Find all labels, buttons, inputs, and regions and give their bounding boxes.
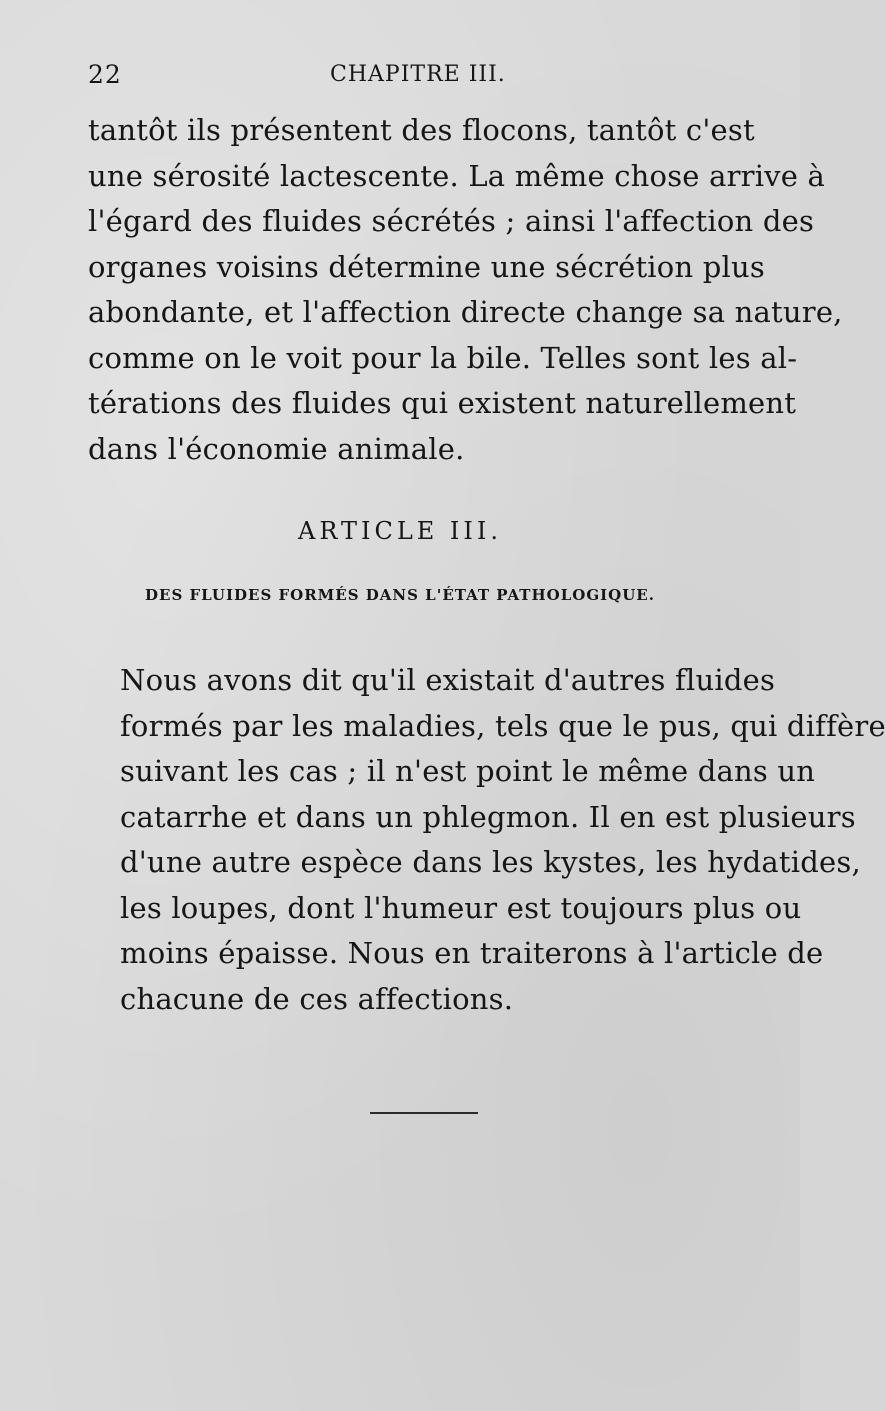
text-line: térations des fluides qui existent naturellement	[88, 386, 797, 420]
text-line: formés par les maladies, tels que le pus, qui diffère	[120, 708, 886, 743]
text-line: une sérosité lactescente. La même chose arrive à	[88, 158, 826, 193]
text-line: tantôt ils présentent des flocons, tantôt c'est	[88, 113, 755, 147]
text-line: catarrhe et dans un phlegmon. Il en est plusieurs	[120, 799, 856, 834]
text-line: dans l'économie animale.	[88, 431, 465, 466]
text-line: d'une autre espèce dans les kystes, les hydatides,	[120, 845, 861, 879]
section-divider	[370, 1112, 478, 1114]
article-heading: ARTICLE III.	[298, 517, 502, 545]
page-header	[88, 60, 752, 96]
text-line: comme on le voit pour la bile. Telles sont les al-	[88, 340, 798, 375]
text-line: Nous avons dit qu'il existait d'autres fluides	[120, 663, 776, 697]
text-line: chacune de ces affections.	[120, 981, 514, 1016]
text-line: organes voisins détermine une sécrétion plus	[88, 249, 765, 284]
paragraph-continued	[88, 108, 843, 472]
text-line: moins épaisse. Nous en traiterons à l'article de	[120, 936, 824, 970]
text-line: les loupes, dont l'humeur est toujours plus ou	[120, 890, 802, 925]
article-subtitle: DES FLUIDES FORMÉS DANS L'ÉTAT PATHOLOGIQUE.	[145, 586, 655, 604]
text-line: l'égard des fluides sécrétés ; ainsi l'affection des	[88, 204, 815, 238]
text-line: abondante, et l'affection directe change sa nature,	[88, 295, 843, 329]
text-line: suivant les cas ; il n'est point le même dans un	[120, 754, 816, 788]
page-number: 22	[88, 60, 122, 89]
running-head: CHAPITRE III.	[330, 62, 506, 87]
paragraph-article	[88, 658, 886, 1022]
